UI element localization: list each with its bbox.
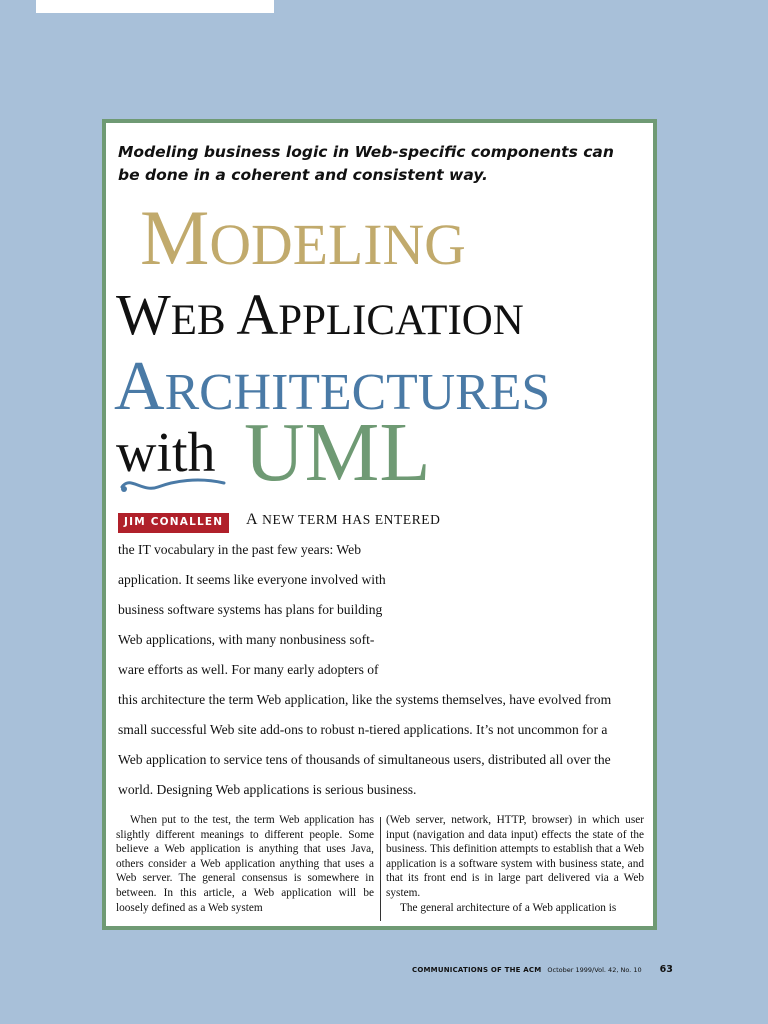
lead-line: application. It seems like everyone involved with (118, 572, 386, 587)
body-paragraph: When put to the test, the term Web application has slightly different meanings to different people. Some believe a Web application is anything that uses Java, others consider a Web application anything that uses a Web server. The general consensus is somewhere in between. In this article, a Web application will be loosely defined as a Web system (116, 814, 374, 914)
title-with: with (116, 422, 216, 484)
page-footer (412, 957, 673, 976)
article-panel (102, 119, 657, 930)
lead-line: Web application to service tens of thousands of simultaneous users, distributed all over the (118, 752, 611, 767)
body-column-right (386, 813, 644, 915)
top-paper-strip (36, 0, 274, 13)
lead-line: the IT vocabulary in the past few years: Web (118, 542, 362, 557)
lead-line: world. Designing Web applications is serious business. (118, 782, 417, 797)
title-smallcaps: RCHITECTURES (164, 364, 551, 421)
body-column-left (116, 813, 374, 915)
page-number: 63 (659, 964, 673, 975)
lead-line: business software systems has plans for building (118, 602, 383, 617)
publication-name: COMMUNICATIONS OF THE ACM (412, 966, 542, 974)
lead-opening-smallcaps: NEW TERM HAS ENTERED (258, 512, 441, 527)
title-uml: UML (244, 406, 431, 499)
lead-line: small successful Web site add-ons to robust n-tiered applications. It’s not uncommon for a (118, 722, 608, 737)
article-deck: Modeling business logic in Web-specific components can be done in a coherent and consistent way. (118, 143, 614, 184)
title-line-modeling (140, 194, 466, 285)
title-cap: A (114, 348, 165, 425)
lead-line: ware efforts as well. For many early adopters of (118, 662, 379, 677)
title-smallcaps: ODELING (209, 214, 466, 277)
title-cap: W (116, 282, 171, 347)
swash-ornament (118, 469, 228, 495)
lead-line: this architecture the term Web application, like the systems themselves, have evolved from (118, 692, 612, 707)
title-smallcaps: PPLICATION (278, 297, 524, 344)
lead-initial: A (246, 511, 259, 528)
column-divider (380, 817, 381, 921)
title-smallcaps: EB (170, 297, 237, 344)
issue-info: October 1999/Vol. 42, No. 10 (547, 966, 642, 974)
body-paragraph: (Web server, network, HTTP, browser) in which user input (navigation and data input) effects the state of the business. This definition attempts to establish that a Web application is a software system with business state, and that its front end is in large part delivered via a Web system. (386, 814, 644, 899)
title-cap: A (236, 282, 279, 347)
body-paragraph: The general architecture of a Web application is (400, 901, 617, 914)
lead-opening (246, 511, 441, 529)
author-badge: JIM CONALLEN (118, 513, 229, 533)
title-cap: M (140, 194, 210, 281)
title-line-web-application (116, 282, 524, 351)
lead-line: Web applications, with many nonbusiness soft- (118, 632, 375, 647)
